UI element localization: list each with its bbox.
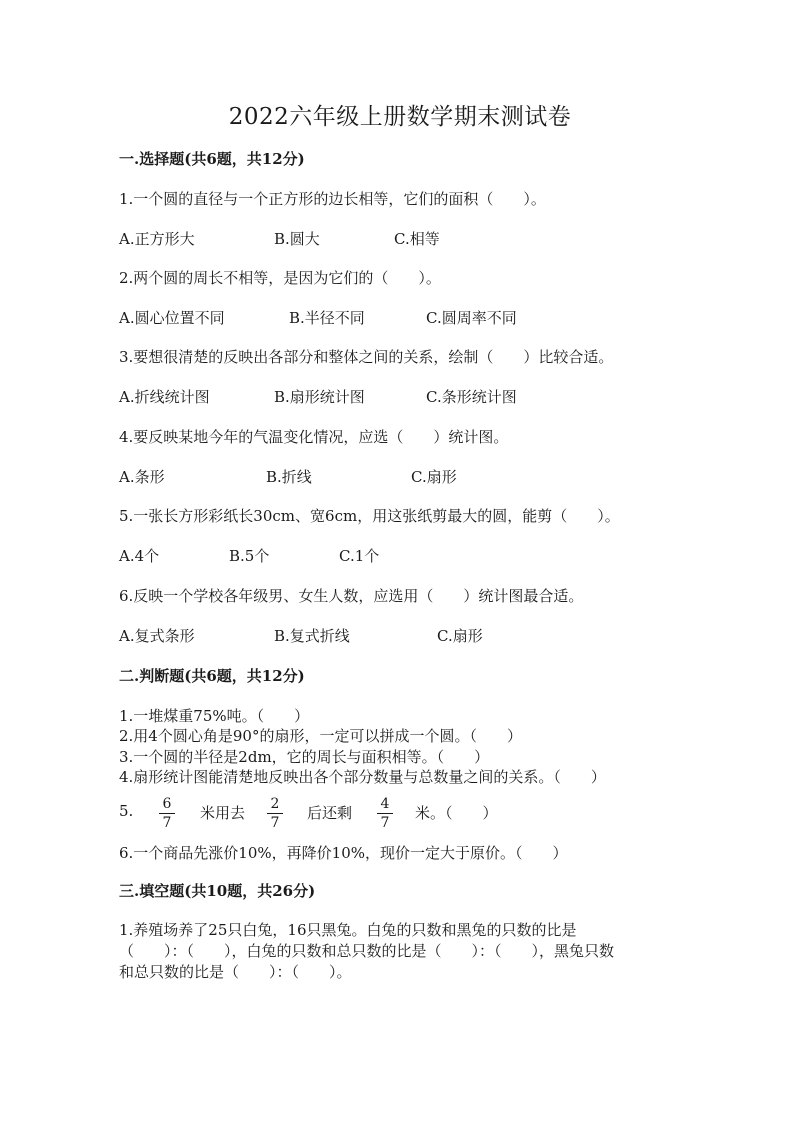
judgement-5-label: 5. bbox=[119, 802, 134, 820]
fraction-4-7 bbox=[377, 796, 393, 831]
option-b: B.5个 bbox=[229, 547, 270, 565]
option-b: B.扇形统计图 bbox=[274, 388, 365, 406]
judgement-2: 2.用4个圆心角是90°的扇形，一定可以拼成一个圆。（ ） bbox=[119, 727, 522, 745]
fraction-denominator: 7 bbox=[162, 815, 172, 831]
question-5: 5.一张长方形彩纸长30cm、宽6cm，用这张纸剪最大的圆，能剪（ ）。 bbox=[119, 507, 620, 525]
judgement-5-text1: 米用去 bbox=[200, 804, 246, 822]
question-4: 4.要反映某地今年的气温变化情况，应选（ ）统计图。 bbox=[119, 428, 509, 446]
option-b: B.半径不同 bbox=[289, 309, 365, 327]
judgement-5 bbox=[0, 796, 800, 836]
option-b: B.折线 bbox=[266, 468, 312, 486]
judgement-4: 4.扇形统计图能清楚地反映出各个部分数量与总数量之间的关系。（ ） bbox=[119, 768, 606, 786]
option-c: C.条形统计图 bbox=[426, 388, 517, 406]
fraction-bar bbox=[159, 813, 175, 814]
question-6: 6.反映一个学校各年级男、女生人数，应选用（ ）统计图最合适。 bbox=[119, 587, 584, 605]
option-c: C.相等 bbox=[394, 230, 440, 248]
section-heading-fill-blank: 三.填空题(共10题，共26分) bbox=[119, 882, 316, 900]
judgement-5-text2: 后还剩 bbox=[307, 804, 353, 822]
option-a: A.正方形大 bbox=[119, 230, 195, 248]
option-a: A.4个 bbox=[119, 547, 160, 565]
fraction-numerator: 6 bbox=[162, 796, 172, 812]
fill-question-1-line: 1.养殖场养了25只白兔，16只黑兔。白兔的只数和黑兔的只数的比是 bbox=[119, 921, 577, 939]
fraction-denominator: 7 bbox=[270, 815, 280, 831]
fraction-numerator: 2 bbox=[270, 796, 280, 812]
option-b: B.复式折线 bbox=[274, 627, 350, 645]
option-c: C.扇形 bbox=[437, 627, 483, 645]
judgement-1: 1.一堆煤重75%吨。（ ） bbox=[119, 707, 310, 725]
fill-question-1-line: （ ）：（ ），白兔的只数和总只数的比是（ ）：（ ），黑兔只数 bbox=[119, 942, 615, 960]
option-c: C.扇形 bbox=[411, 468, 457, 486]
judgement-3: 3.一个圆的半径是2dm，它的周长与面积相等。（ ） bbox=[119, 748, 490, 766]
fraction-bar bbox=[377, 813, 393, 814]
fraction-bar bbox=[267, 813, 283, 814]
fraction-denominator: 7 bbox=[380, 815, 390, 831]
option-a: A.折线统计图 bbox=[119, 388, 210, 406]
question-1: 1.一个圆的直径与一个正方形的边长相等，它们的面积（ ）。 bbox=[119, 190, 546, 208]
option-a: A.复式条形 bbox=[119, 627, 195, 645]
question-2: 2.两个圆的周长不相等，是因为它们的（ ）。 bbox=[119, 269, 441, 287]
option-c: C.圆周率不同 bbox=[426, 309, 517, 327]
option-a: A.条形 bbox=[119, 468, 165, 486]
option-c: C.1个 bbox=[339, 547, 380, 565]
judgement-6: 6.一个商品先涨价10%，再降价10%，现价一定大于原价。（ ） bbox=[119, 844, 568, 862]
fraction-6-7 bbox=[159, 796, 175, 831]
page-title: 2022六年级上册数学期末测试卷 bbox=[228, 104, 572, 130]
option-a: A.圆心位置不同 bbox=[119, 309, 225, 327]
fill-question-1-line: 和总只数的比是（ ）：（ ）。 bbox=[119, 963, 352, 981]
fraction-numerator: 4 bbox=[380, 796, 390, 812]
section-heading-judgement: 二.判断题(共6题，共12分) bbox=[119, 667, 305, 685]
section-heading-choice: 一.选择题(共6题，共12分) bbox=[119, 150, 305, 168]
question-3: 3.要想很清楚的反映出各部分和整体之间的关系，绘制（ ）比较合适。 bbox=[119, 348, 614, 366]
option-b: B.圆大 bbox=[274, 230, 320, 248]
fill-question-1 bbox=[119, 920, 679, 983]
judgement-5-text3: 米。（ ） bbox=[415, 804, 498, 822]
fraction-2-7 bbox=[267, 796, 283, 831]
